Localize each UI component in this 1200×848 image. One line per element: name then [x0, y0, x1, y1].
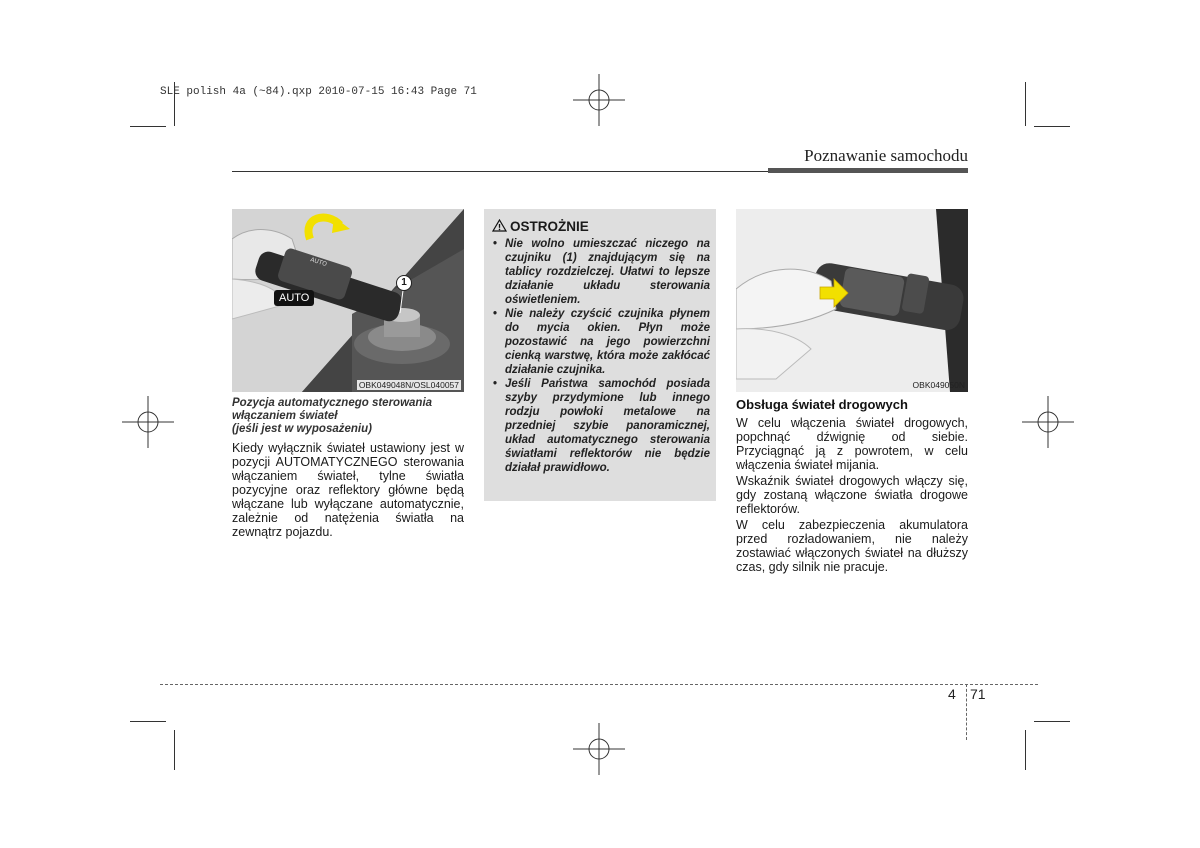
caption-line: (jeśli jest w wyposażeniu) — [232, 423, 372, 435]
crop-mark — [1025, 730, 1026, 770]
registration-mark-icon — [1022, 396, 1074, 448]
high-beam-stalk-illustration — [736, 209, 968, 392]
high-beam-heading: Obsługa świateł drogowych — [736, 397, 908, 412]
caution-item: • Nie należy czyścić czujnika płynem do mycia okien. Płyn może pozostawić na jego powierzchni cienką warstwę, która może zakłócać działanie czujnika. — [492, 307, 710, 377]
svg-text:AUTO: AUTO — [309, 256, 328, 269]
warning-triangle-icon — [492, 219, 507, 232]
figure-code: OBK049050N — [912, 380, 965, 390]
callout-number: 1 — [396, 275, 412, 291]
crop-mark — [130, 721, 166, 722]
auto-label: AUTO — [274, 290, 314, 306]
crop-mark — [1034, 126, 1070, 127]
paragraph: W celu włączenia świateł drogowych, popchnąć dźwignię od siebie. Przyciągnąć ją z powrotem, w celu włączenia świateł mijania. — [736, 416, 968, 472]
crop-mark — [130, 126, 166, 127]
caution-box — [484, 209, 716, 501]
caution-item: • Jeśli Państwa samochód posiada szyby przydymione lub innego rodzju powłoki metalowe na przedniej szybie panoramicznej, układ automatycznego sterowania światłami reflektorów nie będzie działał prawidłowo. — [492, 377, 710, 475]
crop-mark — [1034, 721, 1070, 722]
high-beam-figure — [736, 209, 968, 392]
caution-heading — [492, 219, 589, 234]
light-switch-auto-figure — [232, 209, 464, 392]
registration-mark-icon — [573, 723, 625, 775]
crop-mark — [1025, 82, 1026, 126]
header-rule-accent — [768, 168, 968, 173]
paragraph: W celu zabezpieczenia akumulatora przed rozładowaniem, nie należy zostawiać włączonych świateł na dłuższy czas, gdy silnik nie pracuje. — [736, 518, 968, 574]
header-rule — [232, 171, 768, 172]
print-slug: SLE polish 4a (~84).qxp 2010-07-15 16:43 Page 71 — [160, 86, 477, 98]
paragraph: Wskaźnik świateł drogowych włączy się, gdy zostaną włączone światła drogowe reflektorów. — [736, 474, 968, 516]
page-number: 71 — [970, 686, 986, 702]
high-beam-text — [736, 416, 968, 574]
caption-line: włączaniem świateł — [232, 410, 338, 422]
figure-code: OBK049048N/OSL040057 — [358, 380, 459, 390]
light-switch-illustration — [232, 209, 464, 392]
registration-mark-icon — [573, 74, 625, 126]
figure-caption — [232, 397, 464, 436]
crop-mark — [174, 82, 175, 126]
footer-divider — [966, 684, 967, 740]
caption-line: Pozycja automatycznego sterowania — [232, 397, 433, 409]
caution-title: OSTROŻNIE — [510, 219, 589, 234]
crop-mark — [174, 730, 175, 770]
section-title: Poznawanie samochodu — [804, 146, 968, 165]
registration-mark-icon — [122, 396, 174, 448]
auto-lights-paragraph: Kiedy wyłącznik świateł ustawiony jest w pozycji AUTOMATYCZNEGO sterowania włączaniem świateł, tylne światła pozycyjne oraz reflektory główne będą włączane lub wyłączane automatycznie, zależnie od natężenia światła na zewnątrz pojazdu. — [232, 441, 464, 539]
footer-divider — [160, 684, 1038, 685]
caution-item: • Nie wolno umieszczać niczego na czujniku (1) znajdującym się na tablicy rozdzielczej. Ułatwi to lepsze działanie układu sterowania oświetleniem. — [492, 237, 710, 307]
chapter-number: 4 — [948, 686, 956, 702]
caution-list — [492, 237, 710, 475]
